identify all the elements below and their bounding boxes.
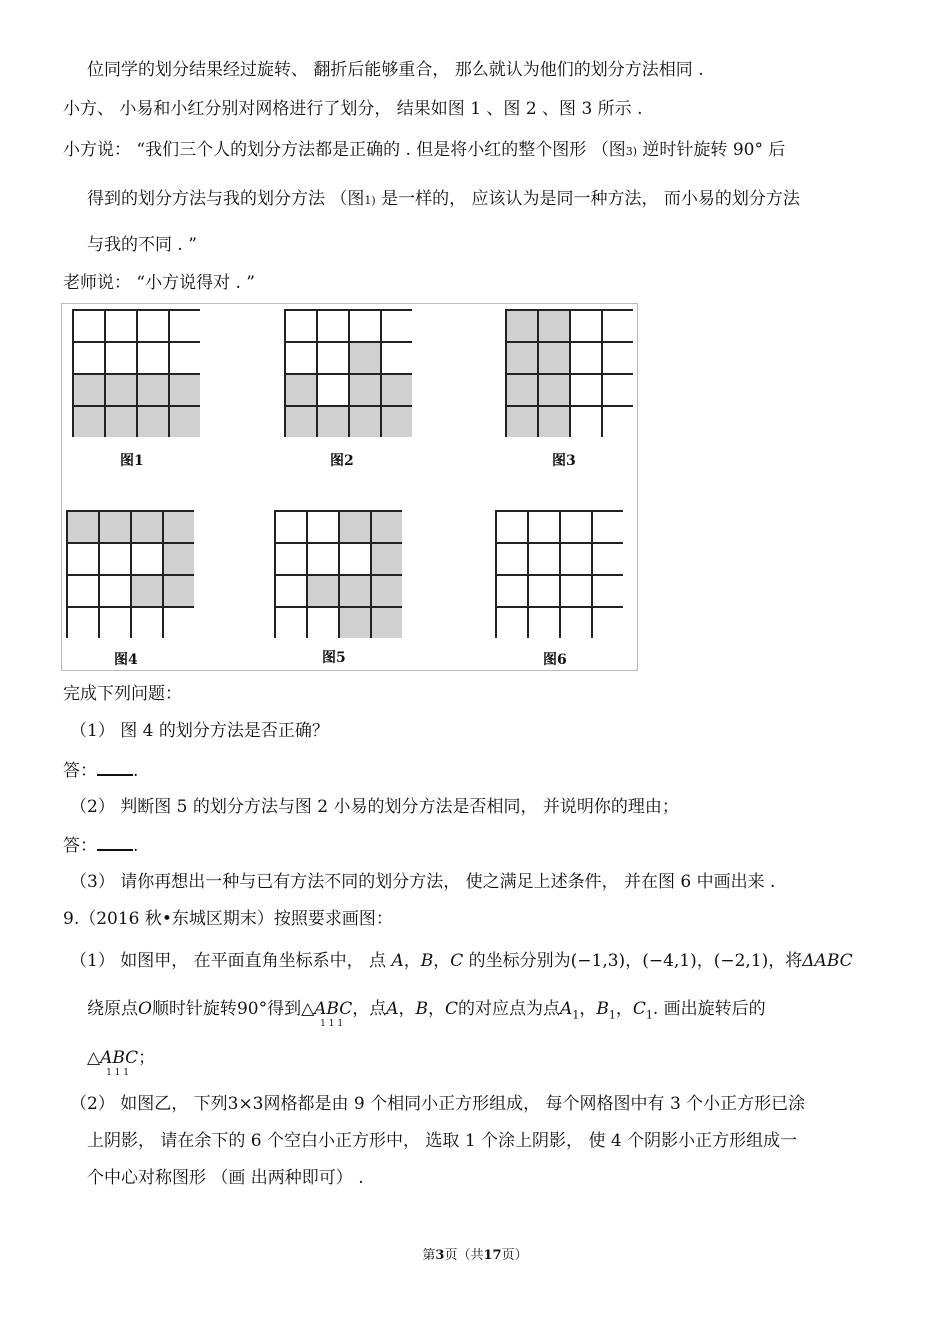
text: 得到△ [267,999,315,1019]
subscript: 1 [572,1008,580,1022]
shaded-cell [505,405,537,437]
point-a1: A [560,999,573,1019]
text: 的对应点为点 [458,999,561,1019]
blank-cell [104,309,136,341]
grid-figure-3 [505,309,635,439]
blank-cell [98,606,130,638]
shaded-cell [348,373,380,405]
text: 小方说： “我们三个人的划分方法都是正确的 . 但是将小红的整个图形 （图 [63,140,626,160]
shaded-cell [168,405,200,437]
blank-cell [527,542,559,574]
grid-line-vertical [348,309,350,437]
shaded-cell [537,373,569,405]
point-a: A [391,951,404,971]
grid-line-vertical [559,510,561,638]
grid-line-vertical [168,309,170,437]
shaded-cell [537,309,569,341]
shaded-cell [537,405,569,437]
grid-line-vertical [370,510,372,638]
blank-cell [569,373,601,405]
blank-cell [495,542,527,574]
blank-cell [601,309,633,341]
shaded-cell [370,574,402,606]
grid-line-vertical [569,309,571,437]
grid-line-vertical [162,510,164,638]
text: 逆时针旋转 90° 后 [637,140,786,160]
text: ， [615,999,633,1019]
shaded-cell [505,341,537,373]
shaded-cell [348,341,380,373]
blank-cell [527,510,559,542]
blank-cell [495,606,527,638]
blank-cell [591,606,623,638]
question-1: （1） 图 4 的划分方法是否正确？ [70,721,329,741]
blank-cell [284,309,316,341]
grid-size: 3×3 [227,1094,264,1114]
text: 的坐标分别为 [468,951,571,971]
blank-cell [559,574,591,606]
blank-cell [559,542,591,574]
blank-cell [338,542,370,574]
shaded-cell [338,510,370,542]
figure-label-5: 图5 [322,650,346,666]
text: 顺时针旋转 [151,999,237,1019]
blank-cell [136,341,168,373]
shaded-cell [370,510,402,542]
shaded-cell [168,373,200,405]
shaded-cell [537,341,569,373]
shaded-cell [72,405,104,437]
blank-cell [284,341,316,373]
blank-cell [569,341,601,373]
shaded-cell [130,510,162,542]
blank-cell [527,606,559,638]
blank-cell [274,606,306,638]
grid-figure-6 [495,510,625,640]
blank-cell [72,309,104,341]
grid-line-horizontal [66,606,194,608]
page-number: 3 [435,1248,445,1263]
text: ， [696,951,714,971]
answer-blank[interactable] [97,833,133,851]
blank-cell [316,341,348,373]
point-c: C [450,951,464,971]
blank-cell [162,606,194,638]
blank-cell [66,574,98,606]
problem-9-part-2-line-2: 上阴影， 请在余下的 6 个空白小正方形中， 选取 1 个涂上阴影， 使 4 个阴影小正方形组成一 [87,1131,798,1151]
coord-c: (−2,1) [713,951,769,971]
figure-label-4: 图4 [114,652,138,668]
shaded-cell [370,542,402,574]
grid-line-vertical [591,510,593,638]
text: . [652,999,659,1019]
triangle-a1b1c1: ABC [314,999,353,1019]
intro-line-3 [63,139,785,163]
blank-cell [168,341,200,373]
answer-end: . [133,761,139,781]
figure-label-2: 图2 [330,453,354,469]
text: 绕原点 [87,999,138,1019]
text: 是一样的， 应该认为是同一种方法， 而小易的划分方法 [375,189,800,209]
grid-figure-2 [284,309,414,439]
shaded-cell [338,574,370,606]
point-a: A [386,999,399,1019]
answer-label: 答： [63,836,97,856]
grid-line-horizontal [274,606,402,608]
text: ， [579,999,597,1019]
intro-line-4 [87,188,800,212]
blank-cell [316,373,348,405]
figure-label-6: 图6 [543,652,567,668]
grid-line-vertical [338,510,340,638]
blank-cell [130,606,162,638]
subscript: 1 [608,1008,616,1022]
point-b1: B [596,999,609,1019]
blank-cell [72,341,104,373]
shaded-cell [505,373,537,405]
shaded-cell [66,510,98,542]
blank-cell [66,542,98,574]
blank-cell [316,309,348,341]
text: 页（共 [444,1248,484,1263]
blank-cell [274,510,306,542]
shaded-cell [72,373,104,405]
blank-cell [559,510,591,542]
intro-line-5: 与我的不同 . ” [87,235,197,255]
triangle-abc: ΔABC [802,951,853,971]
grid-line-horizontal [495,606,623,608]
grid-line-horizontal [505,405,633,407]
blank-cell [348,309,380,341]
total-pages: 17 [483,1248,502,1263]
problem-9-part-1-line-1 [70,950,853,972]
blank-cell [136,309,168,341]
blank-cell [569,405,601,437]
text: 画出旋转后的 [663,999,766,1019]
text: 得到的划分方法与我的划分方法 （图 [87,189,365,209]
blank-cell [559,606,591,638]
blank-cell [274,574,306,606]
shaded-cell [104,373,136,405]
shaded-cell [505,309,537,341]
shaded-cell [284,373,316,405]
shaded-cell [130,574,162,606]
blank-cell [591,542,623,574]
blank-cell [104,341,136,373]
blank-cell [66,606,98,638]
shaded-cell [136,405,168,437]
questions-heading: 完成下列问题： [63,684,182,704]
shaded-cell [316,405,348,437]
blank-cell [306,606,338,638]
point-c: C [445,999,459,1019]
grid-figure-4 [66,510,196,640]
point-c1: C [632,999,646,1019]
blank-cell [380,309,412,341]
text: ， [403,951,421,971]
blank-cell [306,542,338,574]
figure-label-3: 图3 [552,453,576,469]
problem-9-part-2-line-1 [70,1093,805,1115]
figure-panel [61,303,638,671]
text: ， [625,951,643,971]
intro-line-2: 小方、 小易和小红分别对网格进行了划分， 结果如图 1 、图 2 、图 3 所示 . [63,99,643,119]
answer-1 [63,758,138,782]
blank-cell [274,542,306,574]
question-3: （3） 请你再想出一种与已有方法不同的划分方法， 使之满足上述条件， 并在图 6 中画出来 . [70,872,776,892]
blank-cell [495,574,527,606]
question-2: （2） 判断图 5 的划分方法与图 2 小易的划分方法是否相同， 并说明你的理由； [70,797,679,817]
text: （2） 如图乙， 下列 [70,1094,228,1114]
point-b: B [420,951,434,971]
page-footer [0,1244,950,1263]
blank-cell [601,341,633,373]
text: 页） [501,1248,528,1263]
text: （1） 如图甲， 在平面直角坐标系中， 点 [70,951,387,971]
coord-a: (−1,3) [570,951,626,971]
shaded-cell [136,373,168,405]
text: ， [398,999,416,1019]
intro-line-6: 老师说： “小方说得对 . ” [63,273,255,293]
problem-9-title: 9.（2016 秋•东城区期末）按照要求画图： [63,909,393,929]
blank-cell [569,309,601,341]
blank-cell [380,341,412,373]
shaded-cell [380,405,412,437]
intro-line-1: 位同学的划分结果经过旋转、 翻折后能够重合， 那么就认为他们的划分方法相同 . [87,60,704,80]
blank-cell [527,574,559,606]
text: ， [428,999,446,1019]
shaded-cell [306,574,338,606]
blank-cell [601,373,633,405]
problem-9-part-1-line-2 [87,998,766,1029]
grid-line-vertical [601,309,603,437]
shaded-cell [380,373,412,405]
figure-label-1: 图1 [120,453,144,469]
grid-figure-1 [72,309,202,439]
problem-9-part-1-line-3 [87,1047,156,1078]
origin-o: O [138,999,152,1019]
blank-cell [495,510,527,542]
subscript: 1) [364,194,376,207]
shaded-cell [98,510,130,542]
shaded-cell [348,405,380,437]
shaded-cell [162,574,194,606]
text: ，点 [352,999,387,1019]
point-b: B [415,999,429,1019]
text: ； [138,1048,156,1068]
angle: 90° [236,999,268,1019]
triangle-a1b1c1: ABC [100,1048,139,1068]
blank-cell [591,510,623,542]
blank-cell [591,574,623,606]
shaded-cell [370,606,402,638]
grid-line-horizontal [284,405,412,407]
blank-cell [306,510,338,542]
text: ， [433,951,451,971]
grid-figure-5 [274,510,404,640]
shaded-cell [162,510,194,542]
text: 第 [422,1248,436,1263]
subscripts: 1 1 1 [320,1019,344,1029]
answer-blank[interactable] [97,758,133,776]
shaded-cell [284,405,316,437]
shaded-cell [338,606,370,638]
text: ，将 [768,951,803,971]
subscripts: 1 1 1 [106,1068,129,1078]
blank-cell [168,309,200,341]
blank-cell [130,542,162,574]
text: △ [87,1048,101,1068]
subscript: 1 [645,1008,653,1022]
problem-9-part-2-line-3: 个中心对称图形 （画 出两种即可） . [87,1168,364,1188]
subscript: 3) [625,145,638,158]
blank-cell [601,405,633,437]
grid-line-vertical [130,510,132,638]
blank-cell [98,574,130,606]
shaded-cell [162,542,194,574]
answer-2 [63,833,138,857]
answer-label: 答： [63,761,97,781]
shaded-cell [104,405,136,437]
answer-end: . [133,836,139,856]
text: 网格都是由 9 个相同小正方形组成， 每个网格图中有 3 个小正方形已涂 [263,1094,806,1114]
grid-line-horizontal [72,405,200,407]
blank-cell [98,542,130,574]
grid-line-vertical [136,309,138,437]
coord-b: (−4,1) [642,951,697,971]
grid-line-vertical [380,309,382,437]
